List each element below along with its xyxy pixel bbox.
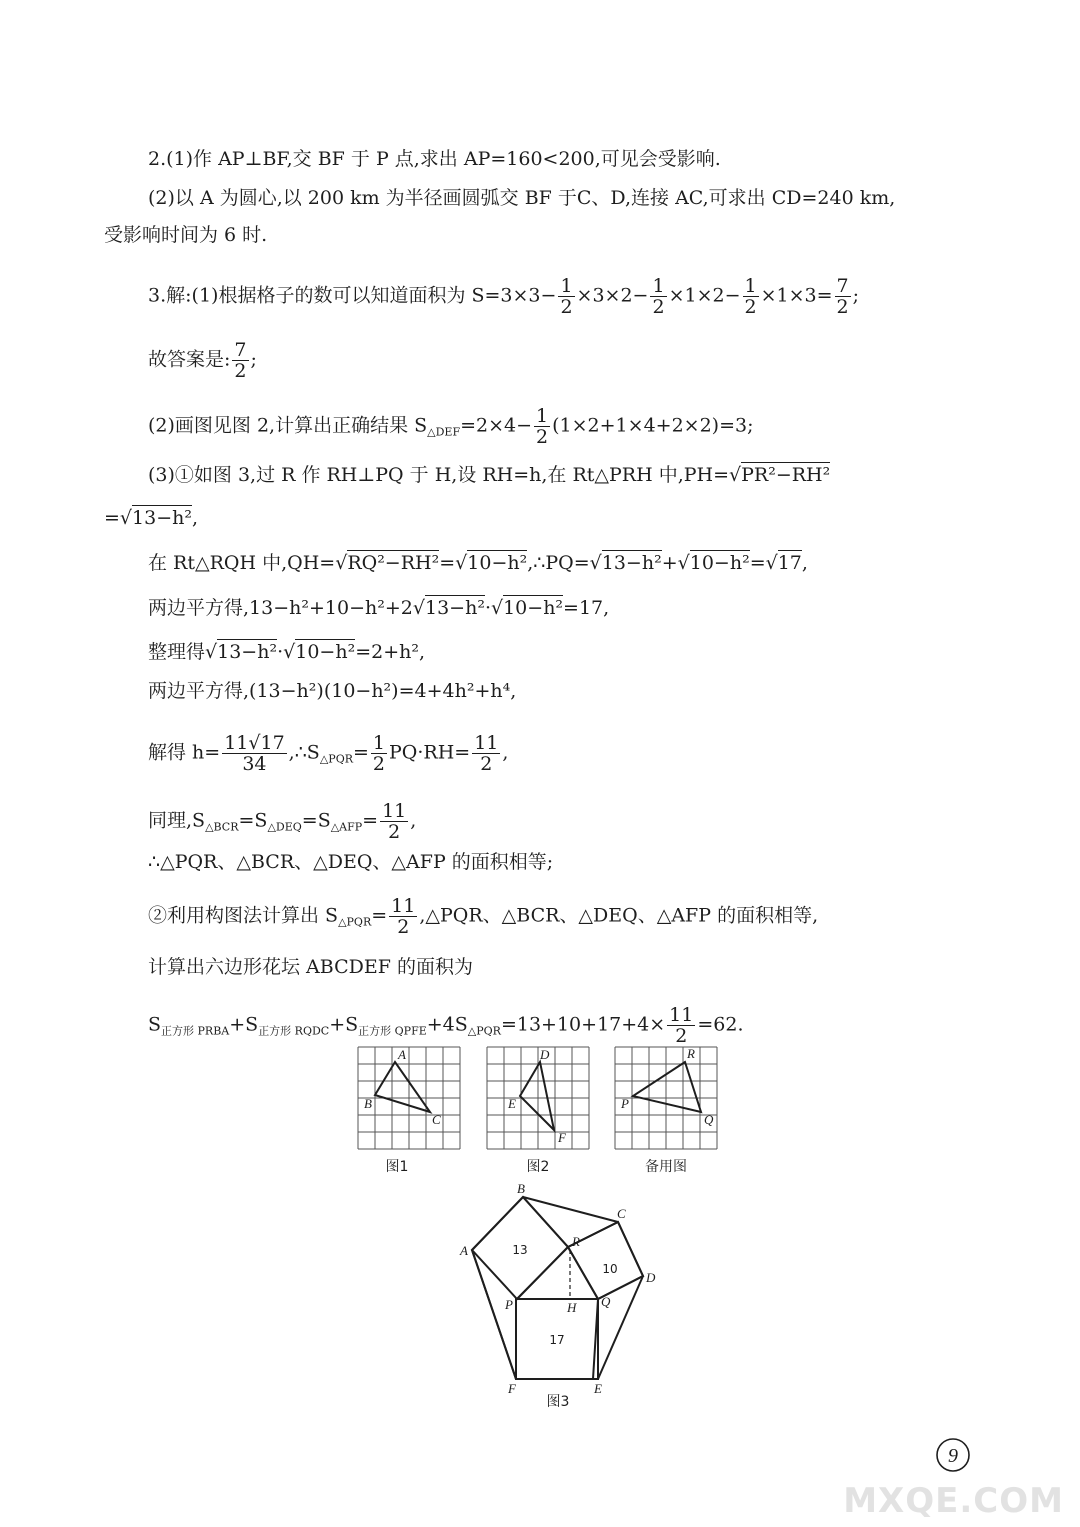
subscript: 正方形 QPFE xyxy=(358,1024,427,1038)
sqrt-radicand: 13−h² xyxy=(132,507,192,529)
frac-num: 1 xyxy=(560,275,573,297)
frac-den: 2 xyxy=(234,360,247,382)
page-number: 9 xyxy=(948,1445,958,1467)
p3-l11-eq2: =S xyxy=(301,809,331,832)
frac-num: 1 xyxy=(536,405,549,427)
grid-figure-2 xyxy=(487,1047,589,1149)
p3-l5-prefix: = xyxy=(104,507,120,529)
dot: · xyxy=(277,641,284,663)
p3-l6-end: , xyxy=(801,552,808,574)
label-q3: Q xyxy=(601,1294,611,1309)
watermark: MXQE.COM xyxy=(843,1481,1064,1521)
label-b3: B xyxy=(517,1181,525,1196)
dot: · xyxy=(484,597,491,619)
label-a: A xyxy=(398,1047,406,1062)
p3-l3-mid: =2×4− xyxy=(460,414,533,437)
label-d3: D xyxy=(646,1270,656,1285)
sqrt-radicand: 10−h² xyxy=(467,552,528,574)
subscript: 正方形 PRBA xyxy=(161,1024,230,1038)
p3-line7: 两边平方得,13−h²+10−h²+2√13−h²·√10−h²=17, xyxy=(148,597,610,619)
p3-l4-text: (3)①如图 3,过 R 作 RH⊥PQ 于 H,设 RH=h,在 Rt△PRH 中,PH= xyxy=(148,464,730,486)
p3-l8-end: =2+h², xyxy=(355,641,426,663)
subscript: △PQR xyxy=(319,752,353,766)
p3-l13-prefix: ②利用构图法计算出 S xyxy=(148,904,339,927)
grid-spare xyxy=(615,1047,717,1149)
p3-l10-end1: PQ·RH= xyxy=(389,741,471,764)
equals: = xyxy=(749,552,766,574)
p3-line9: 两边平方得,(13−h²)(10−h²)=4+4h²+h⁴, xyxy=(148,680,517,702)
sqrt-radicand: 10−h² xyxy=(295,641,356,663)
p3-line14: 计算出六边形花坛 ABCDEF 的面积为 xyxy=(148,956,473,978)
equals: = xyxy=(353,741,369,764)
frac-den: 2 xyxy=(388,821,401,843)
triangle-pqr xyxy=(633,1062,701,1112)
label-a3: A xyxy=(460,1243,468,1258)
p2-line1: 2.(1)作 AP⊥BF,交 BF 于 P 点,求出 AP=160<200,可见会受影响. xyxy=(148,148,721,170)
label-c3: C xyxy=(617,1206,626,1221)
equals: = xyxy=(362,809,379,832)
p3-l15-p1: +S xyxy=(229,1013,259,1036)
equals: = xyxy=(439,552,456,574)
label-e: E xyxy=(508,1096,516,1111)
p3-l8-prefix: 整理得 xyxy=(148,641,206,663)
label-e3: E xyxy=(594,1381,602,1396)
p3-l10-end2: , xyxy=(502,741,509,764)
label-q: Q xyxy=(704,1112,714,1127)
p3-l1-prefix: 3.解:(1)根据格子的数可以知道面积为 S=3×3− xyxy=(148,284,557,307)
p3-l11-eq1: =S xyxy=(238,809,268,832)
label-p3: P xyxy=(505,1297,513,1312)
frac-num: 11 xyxy=(382,800,407,822)
frac-den: 2 xyxy=(836,296,849,318)
label-f3: F xyxy=(508,1381,516,1396)
area-13: 13 xyxy=(512,1243,528,1257)
p3-l10-prefix: 解得 h= xyxy=(148,741,221,764)
grid-figure-1 xyxy=(358,1047,460,1149)
frac-num: 7 xyxy=(234,339,247,361)
frac-den: 2 xyxy=(675,1025,688,1047)
subscript: 正方形 RQDC xyxy=(258,1024,330,1038)
segment-rq xyxy=(568,1247,598,1299)
frac-den: 2 xyxy=(560,296,573,318)
p3-l1-mid1: ×3×2− xyxy=(576,284,649,307)
frac-num: 1 xyxy=(652,275,665,297)
p3-l7-end: =17, xyxy=(563,597,610,619)
segment-af xyxy=(472,1250,516,1379)
sqrt-radicand: RQ²−RH² xyxy=(347,552,440,574)
label-r3: R xyxy=(572,1234,580,1249)
p3-line6: 在 Rt△RQH 中,QH=√RQ²−RH²=√10−h²,∴PQ=√13−h²+√10−h²=√17, xyxy=(148,552,808,574)
frac-num: 1 xyxy=(372,732,386,754)
p3-line8: 整理得√13−h²·√10−h²=2+h², xyxy=(148,641,426,663)
subscript: △PQR xyxy=(467,1024,501,1038)
p3-line5: =√13−h², xyxy=(104,507,199,529)
plus: + xyxy=(661,552,678,574)
frac-den: 2 xyxy=(652,296,665,318)
p3-l15-end: =62. xyxy=(697,1013,744,1036)
subscript: △DEF xyxy=(427,425,461,439)
subscript: △DEQ xyxy=(267,820,302,834)
label-h3: H xyxy=(567,1300,577,1315)
segment-de xyxy=(598,1276,643,1379)
caption-fig1: 图1 xyxy=(385,1159,409,1175)
sqrt-radicand: 13−h² xyxy=(217,641,278,663)
frac-num: 11√17 xyxy=(224,732,285,754)
sqrt-radicand: PR²−RH² xyxy=(741,464,831,486)
frac-num: 11 xyxy=(391,895,416,917)
sqrt-radicand: 13−h² xyxy=(601,552,662,574)
frac-num: 7 xyxy=(836,275,849,297)
p3-l1-end: ; xyxy=(852,284,860,307)
label-c: C xyxy=(432,1112,441,1127)
p3-l6-prefix: 在 Rt△RQH 中,QH= xyxy=(148,552,336,574)
label-p: P xyxy=(621,1096,629,1111)
p2-line2: (2)以 A 为圆心,以 200 km 为半径画圆弧交 BF 于C、D,连接 AC,可求出 CD=240 km, xyxy=(148,187,896,209)
p3-l15-eq: =13+10+17+4× xyxy=(500,1013,666,1036)
p3-line4: (3)①如图 3,过 R 作 RH⊥PQ 于 H,设 RH=h,在 Rt△PRH 中,PH=√PR²−RH² xyxy=(148,464,831,486)
frac-den: 34 xyxy=(242,753,267,775)
subscript: △BCR xyxy=(205,820,239,834)
p2-line3: 受影响时间为 6 时. xyxy=(104,224,268,246)
p3-l15-s: S xyxy=(148,1013,162,1036)
p3-l3-end: (1×2+1×4+2×2)=3; xyxy=(552,414,754,437)
sqrt-radicand: 10−h² xyxy=(503,597,564,619)
label-d: D xyxy=(540,1047,550,1062)
triangle-abc xyxy=(375,1062,430,1112)
frac-den: 2 xyxy=(744,296,757,318)
area-10: 10 xyxy=(602,1262,618,1276)
label-f: F xyxy=(558,1130,566,1145)
caption-fig2: 图2 xyxy=(526,1159,550,1175)
sqrt-radicand: 13−h² xyxy=(424,597,485,619)
frac-den: 2 xyxy=(372,753,386,775)
p3-l5-end: , xyxy=(191,507,199,529)
triangle-def xyxy=(520,1062,554,1130)
p3-l2-end: ; xyxy=(250,348,257,371)
frac-num: 11 xyxy=(669,1004,694,1026)
figure-3 xyxy=(472,1197,643,1379)
label-b: B xyxy=(364,1096,372,1111)
caption-fig3: 图3 xyxy=(546,1394,570,1410)
p3-l1-mid3: ×1×3= xyxy=(760,284,833,307)
frac-num: 1 xyxy=(744,275,757,297)
frac-num: 11 xyxy=(474,732,499,754)
area-17: 17 xyxy=(549,1333,565,1347)
sqrt-radicand: 17 xyxy=(777,552,802,574)
p3-l13-end: ,△PQR、△BCR、△DEQ、△AFP 的面积相等, xyxy=(419,904,819,927)
caption-spare: 备用图 xyxy=(645,1159,687,1175)
p3-l15-p2: +S xyxy=(329,1013,359,1036)
frac-den: 2 xyxy=(536,426,549,448)
frac-den: 2 xyxy=(480,753,493,775)
p3-l15-p3: +4S xyxy=(426,1013,468,1036)
segment-rb xyxy=(523,1197,568,1247)
p3-l2-prefix: 故答案是: xyxy=(148,348,231,371)
p3-line12: ∴△PQR、△BCR、△DEQ、△AFP 的面积相等; xyxy=(148,851,554,873)
p3-l11-end: , xyxy=(410,809,417,832)
p3-l3-prefix: (2)画图见图 2,计算出正确结果 S xyxy=(148,414,428,437)
p3-l11-prefix: 同理,S xyxy=(148,809,206,832)
sqrt-radicand: 10−h² xyxy=(689,552,750,574)
p3-l6-mid: ,∴PQ= xyxy=(527,552,590,574)
equals: = xyxy=(371,904,388,927)
subscript: △PQR xyxy=(338,915,372,929)
label-r: R xyxy=(687,1046,695,1061)
frac-den: 2 xyxy=(397,916,410,938)
p3-l1-mid2: ×1×2− xyxy=(668,284,741,307)
p3-l10-mid: ,∴S xyxy=(288,741,320,764)
subscript: △AFP xyxy=(330,820,363,834)
p3-l7-prefix: 两边平方得,13−h²+10−h²+2 xyxy=(148,597,413,619)
